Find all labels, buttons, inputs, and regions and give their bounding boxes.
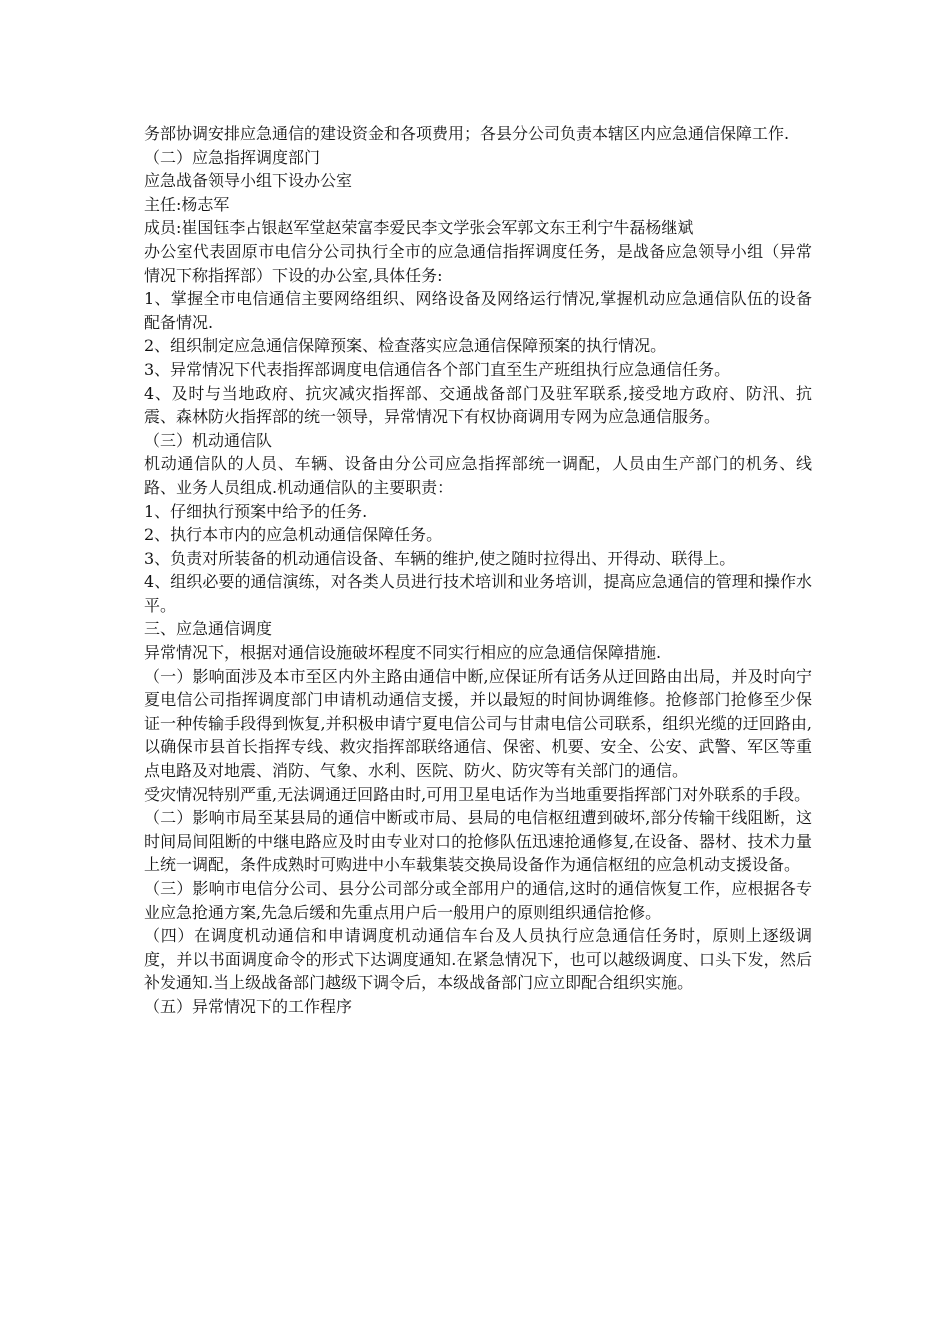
list-item: 1、掌握全市电信通信主要网络组织、网络设备及网络运行情况,掌握机动应急通信队伍的设备配备情况. <box>144 289 812 332</box>
list-item: 3、负责对所装备的机动通信设备、车辆的维护,使之随时拉得出、开得动、联得上。 <box>144 548 736 568</box>
list-item: 1、仔细执行预案中给予的任务. <box>144 501 368 521</box>
paragraph: 成员:崔国钰李占银赵军堂赵荣富李爱民李文学张会军郭文东王利宁牛磊杨继斌 <box>144 218 694 238</box>
paragraph: 机动通信队的人员、车辆、设备由分公司应急指挥部统一调配，人员由生产部门的机务、线路、业务人员组成.机动通信队的主要职责： <box>144 454 812 497</box>
paragraph: （三）影响市电信分公司、县分公司部分或全部用户的通信,这时的通信恢复工作，应根据各专业应急抢通方案,先急后缓和先重点用户后一般用户的原则组织通信抢修。 <box>144 879 812 922</box>
list-item: 4、组织必要的通信演练，对各类人员进行技术培训和业务培训，提高应急通信的管理和操作水平。 <box>144 572 812 615</box>
paragraph: （二）影响市局至某县局的通信中断或市局、县局的电信枢纽遭到破坏,部分传输干线阻断，这时间局间阻断的中继电路应及时由专业对口的抢修队伍迅速抢通修复,在设备、器材、技术力量上统一调配，条件成熟时可购进中小车载集装交换局设备作为通信枢纽的应急机动支援设备。 <box>144 808 812 875</box>
list-item: 2、组织制定应急通信保障预案、检查落实应急通信保障预案的执行情况。 <box>144 336 667 356</box>
paragraph: （一）影响面涉及本市至区内外主路由通信中断,应保证所有话务从迂回路由出局，并及时向宁夏电信公司指挥调度部门申请机动通信支援，并以最短的时间协调维修。抢修部门抢修至少保证一种传输手段得到恢复,并积极申请宁夏电信公司与甘肃电信公司联系，组织光缆的迂回路由,以确保市县首长指挥专线、救灾指挥部联络通信、保密、机要、安全、公安、武警、军区等重点电路及对地震、消防、气象、水利、医院、防火、防灾等有关部门的通信。 <box>144 666 812 781</box>
section-heading: （五）异常情况下的工作程序 <box>144 996 353 1016</box>
paragraph: 受灾情况特别严重,无法调通迂回路由时,可用卫星电话作为当地重要指挥部门对外联系的手段。 <box>144 784 811 804</box>
paragraph: 办公室代表固原市电信分公司执行全市的应急通信指挥调度任务，是战备应急领导小组（异常情况下称指挥部）下设的办公室,具体任务: <box>144 241 812 285</box>
paragraph: 应急战备领导小组下设办公室 <box>144 171 353 191</box>
paragraph: （四）在调度机动通信和申请调度机动通信车台及人员执行应急通信任务时，原则上逐级调度，并以书面调度命令的形式下达调度通知.在紧急情况下，也可以越级调度、口头下发，然后补发通知.当上级战备部门越级下调令后，本级战备部门应立即配合组织实施。 <box>144 926 812 993</box>
document-body <box>144 122 812 1019</box>
paragraph: 主任:杨志军 <box>144 194 230 214</box>
section-heading: （二）应急指挥调度部门 <box>144 147 321 167</box>
list-item: 2、执行本市内的应急机动通信保障任务。 <box>144 525 443 545</box>
list-item: 3、异常情况下代表指挥部调度电信通信各个部门直至生产班组执行应急通信任务。 <box>144 359 731 379</box>
section-heading: 三、应急通信调度 <box>144 619 273 639</box>
list-item: 4、及时与当地政府、抗灾减灾指挥部、交通战备部门及驻军联系,接受地方政府、防汛、抗震、森林防火指挥部的统一领导，异常情况下有权协商调用专网为应急通信服务。 <box>144 383 812 427</box>
paragraph: 异常情况下，根据对通信设施破坏程度不同实行相应的应急通信保障措施. <box>144 643 662 663</box>
section-heading: （三）机动通信队 <box>144 430 273 450</box>
paragraph: 务部协调安排应急通信的建设资金和各项费用；各县分公司负责本辖区内应急通信保障工作. <box>144 124 790 143</box>
